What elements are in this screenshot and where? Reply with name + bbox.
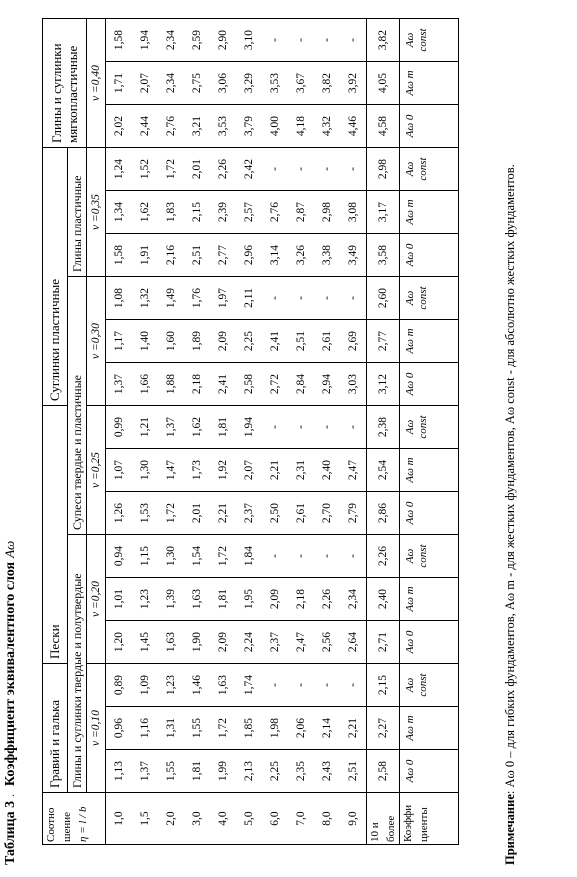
table-cell: 2,31: [288, 449, 314, 492]
table-cell: 1,32: [132, 277, 158, 320]
table-cell: 1,23: [158, 664, 184, 707]
table-cell: 3,58: [367, 234, 400, 277]
table-cell: 1,63: [184, 578, 210, 621]
table-row: [340, 19, 367, 845]
table-cell: 2,34: [158, 19, 184, 62]
subgroup-g3: Глины пластичные: [68, 148, 87, 277]
row-eta: 6,0: [262, 793, 288, 845]
coef-cell: Aω m: [400, 578, 459, 621]
table-cell: -: [288, 19, 314, 62]
table-cell: 1,40: [132, 320, 158, 363]
table-cell: 1,62: [184, 406, 210, 449]
table-cell: 2,01: [184, 148, 210, 191]
table-cell: 2,98: [367, 148, 400, 191]
subgroup-g2: Супеси твердые и пластичные: [68, 277, 87, 535]
stub-line-2: шение: [61, 811, 73, 842]
table-cell: 2,57: [236, 191, 262, 234]
table-cell: 1,60: [158, 320, 184, 363]
table-cell: -: [262, 406, 288, 449]
table-cell: 2,16: [158, 234, 184, 277]
table-cell: 1,73: [184, 449, 210, 492]
coef-cell: Aω 0: [400, 105, 459, 148]
table-cell: 2,02: [106, 105, 133, 148]
table-cell: 1,08: [106, 277, 133, 320]
table-cell: 4,58: [367, 105, 400, 148]
table-row: [236, 19, 262, 845]
table-cell: -: [262, 19, 288, 62]
table-cell: -: [262, 535, 288, 578]
table-cell: 2,98: [314, 191, 340, 234]
table-cell: 0,99: [106, 406, 133, 449]
table-cell: 1,99: [210, 750, 236, 793]
table-cell: 1,45: [132, 621, 158, 664]
row-eta: 1,0: [106, 793, 133, 845]
table-cell: -: [288, 277, 314, 320]
table-cell: 2,26: [367, 535, 400, 578]
table-cell: 1,89: [184, 320, 210, 363]
coef-cell: Aω m: [400, 191, 459, 234]
table-cell: 2,61: [288, 492, 314, 535]
table-cell: 2,21: [340, 707, 367, 750]
row-eta: 2,0: [158, 793, 184, 845]
table-row: [132, 19, 158, 845]
table-cell: 3,10: [236, 19, 262, 62]
table-cell: -: [314, 406, 340, 449]
table-row: [210, 19, 236, 845]
table-cell: 1,97: [210, 277, 236, 320]
table-cell: 2,90: [210, 19, 236, 62]
table-cell: 1,07: [106, 449, 133, 492]
table-cell: 2,77: [210, 234, 236, 277]
table-cell: 2,07: [236, 449, 262, 492]
stub-line-1: Соотно: [45, 807, 57, 842]
table-cell: 1,21: [132, 406, 158, 449]
table-cell: 2,84: [288, 363, 314, 406]
row-eta: 9,0: [340, 793, 367, 845]
table-cell: 1,63: [158, 621, 184, 664]
table-cell: 2,47: [288, 621, 314, 664]
table-note: [500, 5, 520, 865]
table-cell: -: [314, 19, 340, 62]
table-cell: 2,54: [367, 449, 400, 492]
table-cell: 1,84: [236, 535, 262, 578]
header-gravel: Гравий и галька: [43, 664, 68, 793]
table-cell: 2,58: [236, 363, 262, 406]
coef-cell: Aω m: [400, 707, 459, 750]
table-cell: 2,35: [288, 750, 314, 793]
table-cell: 2,34: [158, 62, 184, 105]
table-cell: 2,09: [210, 320, 236, 363]
table-cell: 2,51: [288, 320, 314, 363]
table-cell: 1,88: [158, 363, 184, 406]
table-cell: 1,66: [132, 363, 158, 406]
table-cell: 2,51: [184, 234, 210, 277]
table-cell: 2,59: [184, 19, 210, 62]
coefficient-table: [42, 18, 459, 845]
row-10-label: 10 и более: [367, 793, 400, 845]
table-cell: 1,34: [106, 191, 133, 234]
table-cell: 1,24: [106, 148, 133, 191]
table-cell: 1,13: [106, 750, 133, 793]
table-cell: 2,21: [210, 492, 236, 535]
table-cell: 4,00: [262, 105, 288, 148]
table-cell: 3,17: [367, 191, 400, 234]
table-cell: 1,63: [210, 664, 236, 707]
table-cell: 2,69: [340, 320, 367, 363]
table-cell: 2,41: [262, 320, 288, 363]
subgroup-g1: Глины и суглинки твердые и полутвердые: [68, 535, 87, 793]
table-cell: 0,94: [106, 535, 133, 578]
table-cell: 3,53: [262, 62, 288, 105]
header-sands: Пески: [43, 406, 68, 664]
table-cell: -: [340, 277, 367, 320]
caption-label: Таблица 3: [3, 800, 18, 865]
table-row: [106, 19, 133, 845]
table-cell: 2,18: [184, 363, 210, 406]
table-cell: 1,20: [106, 621, 133, 664]
table-cell: 2,79: [340, 492, 367, 535]
coef-cell: Aω 0: [400, 750, 459, 793]
table-cell: 1,85: [236, 707, 262, 750]
table-cell: 1,01: [106, 578, 133, 621]
table-cell: 2,43: [314, 750, 340, 793]
table-row: [158, 19, 184, 845]
table-cell: -: [340, 664, 367, 707]
table-cell: 2,09: [210, 621, 236, 664]
table-cell: 2,09: [262, 578, 288, 621]
table-cell: 2,18: [288, 578, 314, 621]
table-cell: 2,56: [314, 621, 340, 664]
table-cell: 2,42: [236, 148, 262, 191]
table-cell: -: [288, 148, 314, 191]
nu-035: ν =0,35: [87, 148, 106, 277]
table-cell: 1,17: [106, 320, 133, 363]
table-cell: 2,47: [340, 449, 367, 492]
row-eta: 3,0: [184, 793, 210, 845]
table-cell: -: [340, 19, 367, 62]
table-cell: 2,86: [367, 492, 400, 535]
table-cell: -: [340, 406, 367, 449]
table-cell: 1,47: [158, 449, 184, 492]
table-cell: 1,37: [158, 406, 184, 449]
table-cell: 1,37: [132, 750, 158, 793]
table-cell: 1,72: [158, 148, 184, 191]
table-cell: 0,96: [106, 707, 133, 750]
table-cell: 2,40: [314, 449, 340, 492]
table-cell: 4,46: [340, 105, 367, 148]
table-row-coefficients: [400, 19, 459, 845]
table-cell: -: [314, 664, 340, 707]
table-cell: 3,26: [288, 234, 314, 277]
table-cell: 1,71: [106, 62, 133, 105]
table-row-10: [367, 19, 400, 845]
table-cell: 2,76: [262, 191, 288, 234]
table-cell: 2,26: [210, 148, 236, 191]
table-cell: -: [262, 664, 288, 707]
table-cell: 2,50: [262, 492, 288, 535]
table-cell: 1,98: [262, 707, 288, 750]
table-row: [184, 19, 210, 845]
table-cell: -: [288, 664, 314, 707]
table-cell: -: [314, 277, 340, 320]
table-cell: 2,11: [236, 277, 262, 320]
table-cell: 1,55: [158, 750, 184, 793]
caption-symbol: Aω: [2, 540, 17, 558]
table-cell: -: [314, 148, 340, 191]
table-cell: 3,03: [340, 363, 367, 406]
table-cell: 1,81: [210, 578, 236, 621]
nu-010: ν =0,10: [87, 664, 106, 793]
coef-cell: Aω const: [400, 406, 459, 449]
table-cell: 1,91: [132, 234, 158, 277]
table-cell: 3,08: [340, 191, 367, 234]
table-cell: -: [314, 535, 340, 578]
table-cell: 2,58: [367, 750, 400, 793]
row-eta: 8,0: [314, 793, 340, 845]
nu-030: ν =0,30: [87, 277, 106, 406]
table-cell: 1,46: [184, 664, 210, 707]
header-row-nu: [87, 19, 106, 845]
table-cell: 1,72: [158, 492, 184, 535]
table-cell: 1,52: [132, 148, 158, 191]
table-cell: 3,92: [340, 62, 367, 105]
table-cell: 2,21: [262, 449, 288, 492]
coef-cell: Aω 0: [400, 234, 459, 277]
table-cell: 1,81: [210, 406, 236, 449]
row-eta: 1,5: [132, 793, 158, 845]
coef-cell: Aω const: [400, 664, 459, 707]
table-cell: 1,15: [132, 535, 158, 578]
coef-cell: Aω m: [400, 449, 459, 492]
header-loams: Суглинки пластичные: [43, 148, 68, 406]
table-cell: 1,83: [158, 191, 184, 234]
table-cell: 4,32: [314, 105, 340, 148]
coef-cell: Aω 0: [400, 363, 459, 406]
coef-cell: Aω const: [400, 19, 459, 62]
table-cell: 4,05: [367, 62, 400, 105]
table-cell: 1,92: [210, 449, 236, 492]
table-cell: 2,60: [367, 277, 400, 320]
table-cell: 1,55: [184, 707, 210, 750]
table-cell: 0,89: [106, 664, 133, 707]
table-cell: 1,53: [132, 492, 158, 535]
table-cell: 1,16: [132, 707, 158, 750]
table-cell: -: [288, 406, 314, 449]
table-cell: 1,72: [210, 535, 236, 578]
table-cell: 3,14: [262, 234, 288, 277]
note-label: Примечание: [503, 794, 517, 865]
table-cell: 3,12: [367, 363, 400, 406]
coef-cell: Aω const: [400, 148, 459, 191]
coef-cell: Aω m: [400, 320, 459, 363]
table-cell: 2,25: [236, 320, 262, 363]
table-cell: 2,75: [184, 62, 210, 105]
table-cell: 3,21: [184, 105, 210, 148]
table-row: [288, 19, 314, 845]
table-cell: 2,37: [236, 492, 262, 535]
table-cell: 1,94: [132, 19, 158, 62]
coef-cell: Aω m: [400, 62, 459, 105]
nu-040: ν =0,40: [87, 19, 106, 148]
coef-cell: Aω 0: [400, 621, 459, 664]
table-cell: 1,49: [158, 277, 184, 320]
table-cell: 3,67: [288, 62, 314, 105]
table-cell: 2,96: [236, 234, 262, 277]
caption-dot: .: [5, 794, 17, 797]
table-cell: 2,87: [288, 191, 314, 234]
table-cell: 2,70: [314, 492, 340, 535]
stub-header: [43, 793, 106, 845]
header-clays: Глины и суглинки мягкопластичные: [43, 19, 87, 148]
table-cell: 1,62: [132, 191, 158, 234]
table-cell: 1,74: [236, 664, 262, 707]
table-caption: [2, 541, 19, 865]
table-cell: 3,82: [314, 62, 340, 105]
header-row-soils: [43, 19, 68, 845]
table-cell: 1,39: [158, 578, 184, 621]
table-cell: 2,76: [158, 105, 184, 148]
table-cell: 1,31: [158, 707, 184, 750]
coef-cell: Aω const: [400, 535, 459, 578]
table-cell: 2,94: [314, 363, 340, 406]
table-cell: 3,53: [210, 105, 236, 148]
table-cell: 2,01: [184, 492, 210, 535]
table-cell: 1,58: [106, 19, 133, 62]
table-cell: 2,51: [340, 750, 367, 793]
table-cell: 1,30: [158, 535, 184, 578]
coef-cell: Aω const: [400, 277, 459, 320]
table-cell: -: [340, 535, 367, 578]
table-cell: 1,54: [184, 535, 210, 578]
table-cell: -: [262, 277, 288, 320]
table-cell: 2,15: [367, 664, 400, 707]
table-cell: 3,06: [210, 62, 236, 105]
table-cell: 2,64: [340, 621, 367, 664]
table-cell: 2,07: [132, 62, 158, 105]
table-cell: 2,71: [367, 621, 400, 664]
table-cell: 1,23: [132, 578, 158, 621]
table-cell: -: [262, 148, 288, 191]
table-cell: 1,90: [184, 621, 210, 664]
nu-025: ν =0,25: [87, 406, 106, 535]
row-eta: 4,0: [210, 793, 236, 845]
table-cell: 1,81: [184, 750, 210, 793]
table-cell: 3,38: [314, 234, 340, 277]
table-cell: 2,38: [367, 406, 400, 449]
table-cell: 2,14: [314, 707, 340, 750]
table-cell: 2,44: [132, 105, 158, 148]
table-cell: 2,13: [236, 750, 262, 793]
table-cell: 4,18: [288, 105, 314, 148]
note-text: : Aω 0 – для гибких фундаментов, Aω m - для жестких фундаментов, Aω const - для абсолютно жестких фундаментов.: [503, 164, 517, 795]
table-cell: 1,72: [210, 707, 236, 750]
table-cell: 2,72: [262, 363, 288, 406]
table-cell: 1,26: [106, 492, 133, 535]
row-eta: 5,0: [236, 793, 262, 845]
table-cell: 2,06: [288, 707, 314, 750]
table-cell: 2,24: [236, 621, 262, 664]
table-cell: 3,79: [236, 105, 262, 148]
table-cell: 1,37: [106, 363, 133, 406]
table-cell: 3,49: [340, 234, 367, 277]
table-cell: 1,95: [236, 578, 262, 621]
table-cell: 1,30: [132, 449, 158, 492]
table-row: [262, 19, 288, 845]
table-cell: 2,25: [262, 750, 288, 793]
coef-cell: Aω 0: [400, 492, 459, 535]
stub-line-3: η = l / b: [77, 806, 89, 842]
table-cell: 2,26: [314, 578, 340, 621]
table-cell: 3,82: [367, 19, 400, 62]
table-cell: 1,58: [106, 234, 133, 277]
table-cell: 2,77: [367, 320, 400, 363]
caption-title: Коэффициент эквивалентного слоя: [3, 561, 18, 787]
table-cell: 2,27: [367, 707, 400, 750]
table-cell: 1,09: [132, 664, 158, 707]
table-cell: 1,94: [236, 406, 262, 449]
table-cell: 2,34: [340, 578, 367, 621]
table-row: [314, 19, 340, 845]
table-cell: 2,61: [314, 320, 340, 363]
table-cell: 1,76: [184, 277, 210, 320]
table-cell: -: [288, 535, 314, 578]
table-cell: 3,29: [236, 62, 262, 105]
table-cell: 2,39: [210, 191, 236, 234]
row-eta: 7,0: [288, 793, 314, 845]
table-cell: 2,40: [367, 578, 400, 621]
table-cell: 2,15: [184, 191, 210, 234]
nu-020: ν =0,20: [87, 535, 106, 664]
table-cell: -: [340, 148, 367, 191]
table-cell: 2,37: [262, 621, 288, 664]
table-cell: 2,41: [210, 363, 236, 406]
coef-label: Коэффи циенты: [400, 793, 459, 845]
